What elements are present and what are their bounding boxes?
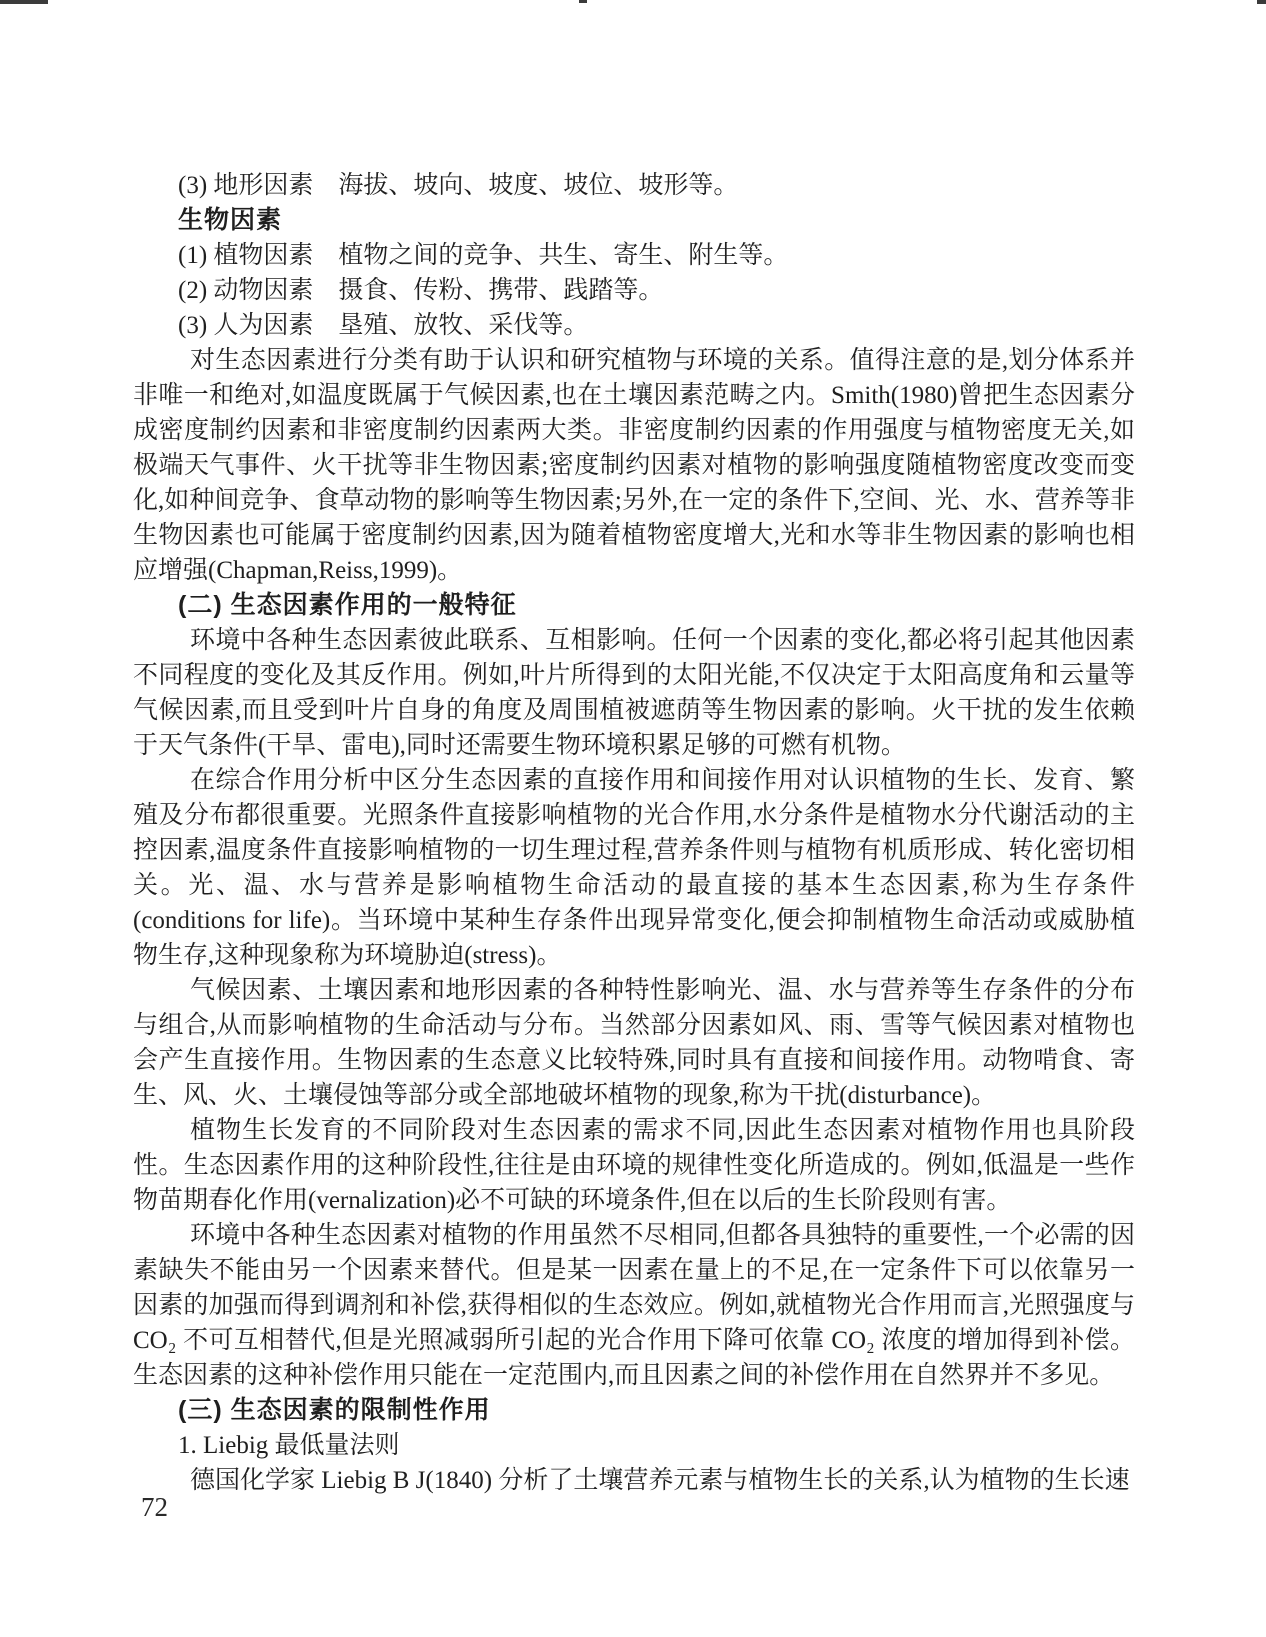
scan-artifact-top-left [0, 0, 48, 4]
list-item-terrain-factor: (3) 地形因素 海拔、坡向、坡度、坡位、坡形等。 [178, 172, 739, 199]
paragraph-liebig-intro: 德国化学家 Liebig B J(1840) 分析了土壤营养元素与植物生长的关系,认为植物的生长速 [190, 1467, 1130, 1494]
paragraph-classification: 对生态因素进行分类有助于认识和研究植物与环境的关系。值得注意的是,划分体系并非唯一和绝对,如温度既属于气候因素,也在土壤因素范畴之内。Smith(1980)曾把生态因素分成密度制约因素和非密度制约因素两大类。非密度制约因素的作用强度与植物密度无关,如极端天气事件、火干扰等非生物因素;密度制约因素对植物的影响强度随植物密度改变而变化,如种间竞争、食草动物的影响等生物因素;另外,在一定的条件下,空间、光、水、营养等非生物因素也可能属于密度制约因素,因为随着植物密度增大,光和水等非生物因素的影响也相应增强(Chapman,Reiss,1999)。 [133, 347, 1135, 584]
scan-artifact-top-right [1257, 0, 1266, 4]
subheading-biotic-factors: 生物因素 [178, 206, 283, 234]
page-number: 72 [141, 1492, 168, 1522]
paragraph-stages: 植物生长发育的不同阶段对生态因素的需求不同,因此生态因素对植物作用也具阶段性。生态因素作用的这种阶段性,往往是由环境的规律性变化所造成的。例如,低温是一些作物苗期春化作用(vernalization)必不可缺的环境条件,但在以后的生长阶段则有害。 [133, 1117, 1135, 1214]
list-item-plant-factor: (1) 植物因素 植物之间的竞争、共生、寄生、附生等。 [178, 242, 789, 269]
list-item-human-factor: (3) 人为因素 垦殖、放牧、采伐等。 [178, 312, 589, 339]
paragraph-compensation: 环境中各种生态因素对植物的作用虽然不尽相同,但都各具独特的重要性,一个必需的因素缺失不能由另一个因素来替代。但是某一因素在量上的不足,在一定条件下可以依靠另一因素的加强而得到调剂和补偿,获得相似的生态效应。例如,就植物光合作用而言,光照强度与 CO₂ 不可互相替代,但是光照减弱所引起的光合作用下降可依靠 CO₂ 浓度的增加得到补偿。生态因素的这种补偿作用只能在一定范围内,而且因素之间的补偿作用在自然界并不多见。 [133, 1222, 1135, 1389]
heading-section-2: (二) 生态因素作用的一般特征 [178, 591, 517, 619]
list-item-liebig-law: 1. Liebig 最低量法则 [178, 1432, 400, 1459]
scan-artifact-top-middle [579, 0, 587, 3]
paragraph-distribution: 气候因素、土壤因素和地形因素的各种特性影响光、温、水与营养等生存条件的分布与组合,从而影响植物的生命活动与分布。当然部分因素如风、雨、雪等气候因素对植物也会产生直接作用。生物因素的生态意义比较特殊,同时具有直接和间接作用。动物啃食、寄生、风、火、土壤侵蚀等部分或全部地破坏植物的现象,称为干扰(disturbance)。 [133, 977, 1135, 1109]
paragraph-interrelation: 环境中各种生态因素彼此联系、互相影响。任何一个因素的变化,都必将引起其他因素不同程度的变化及其反作用。例如,叶片所得到的太阳光能,不仅决定于太阳高度角和云量等气候因素,而且受到叶片自身的角度及周围植被遮荫等生物因素的影响。火干扰的发生依赖于天气条件(干旱、雷电),同时还需要生物环境积累足够的可燃有机物。 [133, 627, 1135, 759]
paragraph-direct-indirect: 在综合作用分析中区分生态因素的直接作用和间接作用对认识植物的生长、发育、繁殖及分布都很重要。光照条件直接影响植物的光合作用,水分条件是植物水分代谢活动的主控因素,温度条件直接影响植物的一切生理过程,营养条件则与植物有机质形成、转化密切相关。光、温、水与营养是影响植物生命活动的最直接的基本生态因素,称为生存条件(conditions for life)。当环境中某种生存条件出现异常变化,便会抑制植物生命活动或威胁植物生存,这种现象称为环境胁迫(stress)。 [133, 767, 1135, 969]
list-item-animal-factor: (2) 动物因素 摄食、传粉、携带、践踏等。 [178, 277, 664, 304]
book-page [133, 168, 1135, 1498]
heading-section-3: (三) 生态因素的限制性作用 [178, 1396, 491, 1424]
